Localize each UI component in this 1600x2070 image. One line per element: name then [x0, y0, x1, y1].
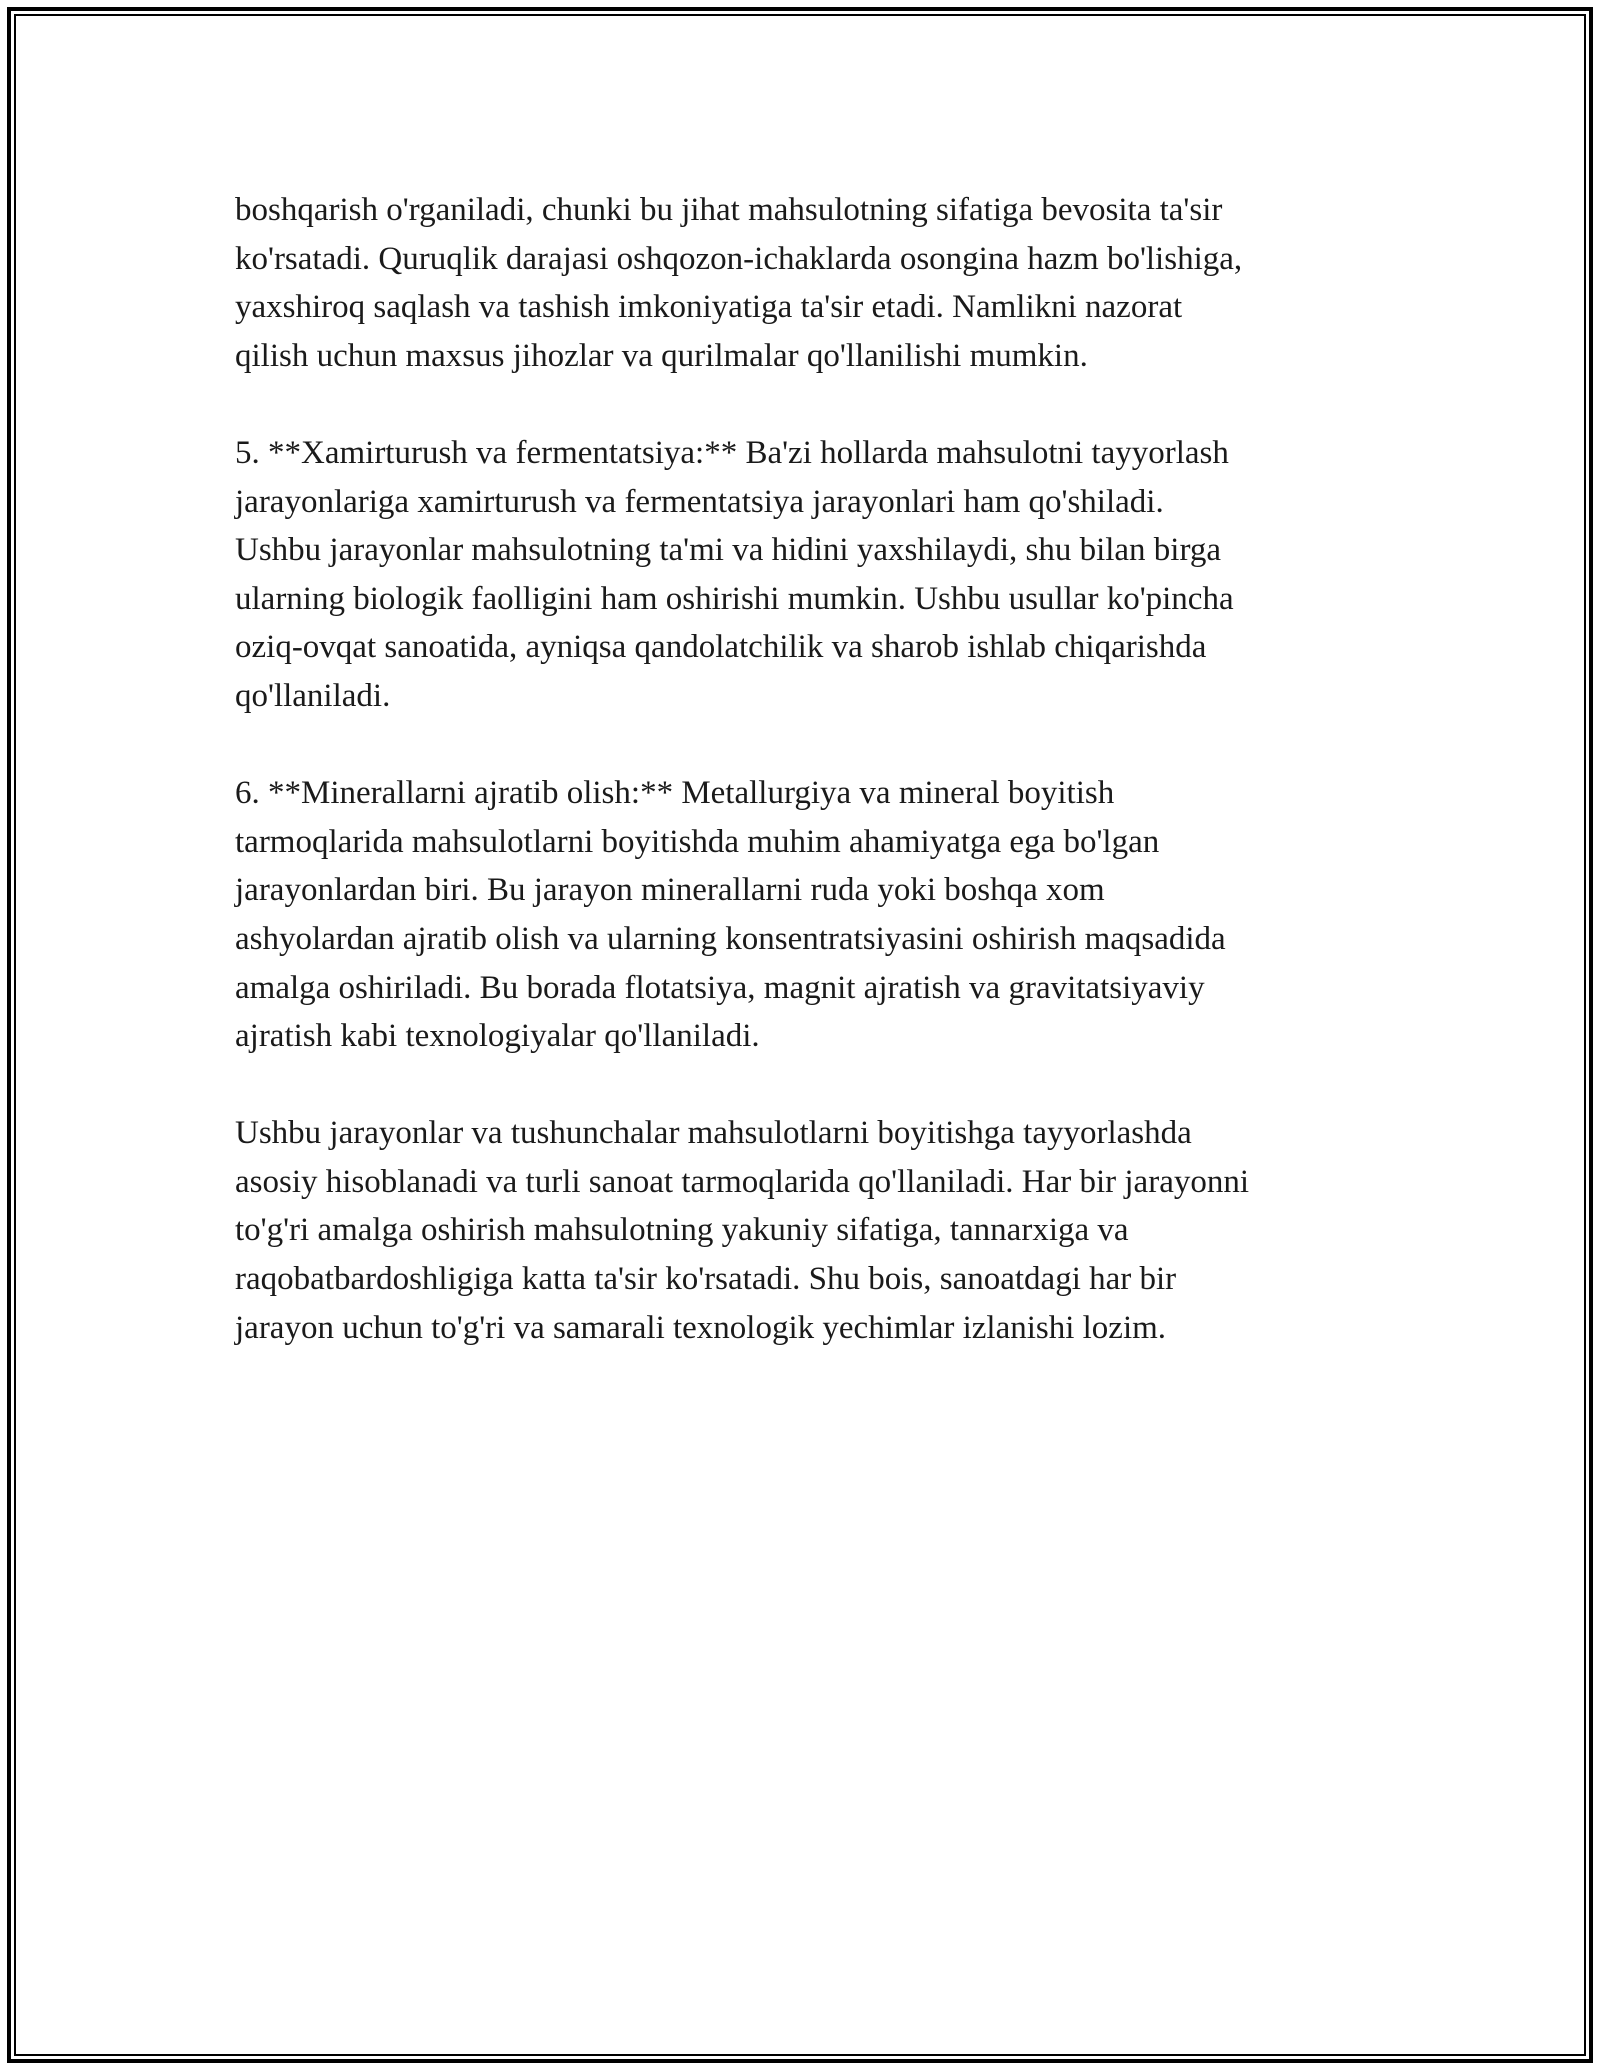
text-line: asosiy hisoblanadi va turli sanoat tarmoqlarida qo'llaniladi. Har bir jarayonni: [235, 1163, 1250, 1200]
text-line: qo'llaniladi.: [235, 677, 391, 714]
paragraph-mineral-extraction: [235, 769, 1365, 1061]
text-line: ularning biologik faolligini ham oshirishi mumkin. Ushbu usullar ko'pincha: [235, 580, 1234, 617]
text-line: ajratish kabi texnologiyalar qo'llaniladi.: [235, 1018, 760, 1055]
document-body: [235, 186, 1365, 1401]
text-line: ko'rsatadi. Quruqlik darajasi oshqozon-ichaklarda osongina hazm bo'lishiga,: [235, 240, 1243, 277]
text-line: jarayonlardan biri. Bu jarayon minerallarni ruda yoki boshqa xom: [235, 872, 1105, 909]
text-line: amalga oshiriladi. Bu borada flotatsiya, magnit ajratish va gravitatsiyaviy: [235, 969, 1205, 1006]
text-line: jarayon uchun to'g'ri va samarali texnologik yechimlar izlanishi lozim.: [235, 1309, 1167, 1346]
text-line: yaxshiroq saqlash va tashish imkoniyatiga ta'sir etadi. Namlikni nazorat: [235, 289, 1183, 326]
text-line: oziq-ovqat sanoatida, ayniqsa qandolatchilik va sharob ishlab chiqarishda: [235, 629, 1207, 666]
text-line: raqobatbardoshligiga katta ta'sir ko'rsatadi. Shu bois, sanoatdagi har bir: [235, 1261, 1177, 1298]
paragraph-conclusion: [235, 1109, 1365, 1352]
text-line: to'g'ri amalga oshirish mahsulotning yakuniy sifatiga, tannarxiga va: [235, 1212, 1129, 1249]
text-line: jarayonlariga xamirturush va fermentatsiya jarayonlari ham qo'shiladi.: [235, 483, 1164, 520]
paragraph-fermentation: [235, 429, 1365, 721]
text-line: 5. **Xamirturush va fermentatsiya:** Ba'zi hollarda mahsulotni tayyorlash: [235, 434, 1229, 471]
text-line: 6. **Minerallarni ajratib olish:** Metallurgiya va mineral boyitish: [235, 775, 1115, 812]
text-line: boshqarish o'rganiladi, chunki bu jihat mahsulotning sifatiga bevosita ta'sir: [235, 192, 1223, 228]
text-line: Ushbu jarayonlar mahsulotning ta'mi va hidini yaxshilaydi, shu bilan birga: [235, 532, 1222, 569]
text-line: qilish uchun maxsus jihozlar va qurilmalar qo'llanilishi mumkin.: [235, 337, 1088, 374]
paragraph-moisture-control: [235, 186, 1365, 380]
text-line: Ushbu jarayonlar va tushunchalar mahsulotlarni boyitishga tayyorlashda: [235, 1115, 1192, 1152]
text-line: ashyolardan ajratib olish va ularning konsentratsiyasini oshirish maqsadida: [235, 920, 1226, 957]
text-line: tarmoqlarida mahsulotlarni boyitishda muhim ahamiyatga ega bo'lgan: [235, 823, 1160, 860]
